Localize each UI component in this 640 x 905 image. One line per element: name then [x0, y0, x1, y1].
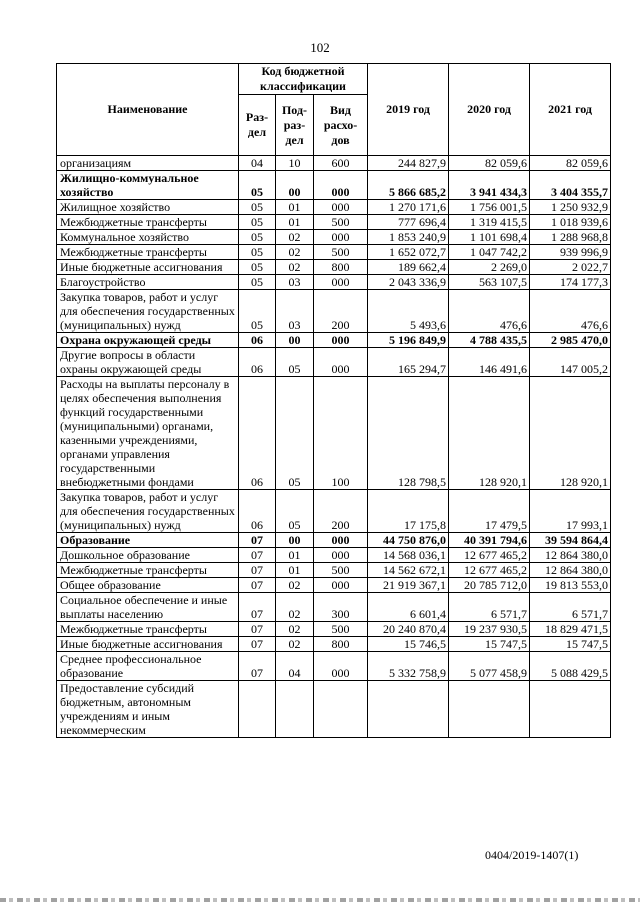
header-2019: 2019 год: [368, 64, 449, 156]
row-value-2019: 20 240 870,4: [368, 622, 449, 637]
table-row: [57, 533, 611, 548]
table-row: [57, 563, 611, 578]
row-podrazdel: 01: [276, 548, 314, 563]
row-value-2019: 189 662,4: [368, 260, 449, 275]
row-value-2021: 82 059,6: [530, 156, 611, 171]
row-vid: 100: [314, 377, 368, 490]
row-name: Социальное обеспечение и иные выплаты населению: [57, 593, 239, 622]
row-podrazdel: 04: [276, 652, 314, 681]
row-vid: 000: [314, 200, 368, 215]
row-value-2019: 777 696,4: [368, 215, 449, 230]
row-value-2020: 12 677 465,2: [449, 563, 530, 578]
row-name: Жилищное хозяйство: [57, 200, 239, 215]
row-value-2021: 2 985 470,0: [530, 333, 611, 348]
row-value-2020: 5 077 458,9: [449, 652, 530, 681]
row-razdel: 05: [239, 200, 276, 215]
row-podrazdel: 03: [276, 275, 314, 290]
row-name: Закупка товаров, работ и услуг для обеспечения государственных (муниципальных) нужд: [57, 290, 239, 333]
row-value-2019: 5 493,6: [368, 290, 449, 333]
row-name: Межбюджетные трансферты: [57, 215, 239, 230]
row-name: Охрана окружающей среды: [57, 333, 239, 348]
row-podrazdel: 01: [276, 563, 314, 578]
row-podrazdel: 02: [276, 578, 314, 593]
table-row: [57, 245, 611, 260]
row-value-2021: 12 864 380,0: [530, 563, 611, 578]
row-value-2020: 40 391 794,6: [449, 533, 530, 548]
row-value-2019: 165 294,7: [368, 348, 449, 377]
row-value-2020: 476,6: [449, 290, 530, 333]
row-value-2019: 5 196 849,9: [368, 333, 449, 348]
row-podrazdel: 00: [276, 171, 314, 200]
row-podrazdel: 02: [276, 622, 314, 637]
row-value-2021: 147 005,2: [530, 348, 611, 377]
row-name: Предоставление субсидий бюджетным, автономным учреждениям и иным некоммерческим: [57, 681, 239, 738]
row-vid: 200: [314, 290, 368, 333]
row-value-2019: 5 866 685,2: [368, 171, 449, 200]
row-vid: 000: [314, 230, 368, 245]
row-value-2019: 2 043 336,9: [368, 275, 449, 290]
table-row: [57, 622, 611, 637]
row-value-2019: 1 853 240,9: [368, 230, 449, 245]
row-value-2019: 14 568 036,1: [368, 548, 449, 563]
row-vid: 000: [314, 652, 368, 681]
row-podrazdel: 02: [276, 260, 314, 275]
header-podrazdel: Под-раз-дел: [276, 95, 314, 156]
row-value-2020: 1 319 415,5: [449, 215, 530, 230]
row-value-2020: 4 788 435,5: [449, 333, 530, 348]
row-value-2021: 5 088 429,5: [530, 652, 611, 681]
row-value-2021: 17 993,1: [530, 490, 611, 533]
table-row: [57, 230, 611, 245]
row-name: Общее образование: [57, 578, 239, 593]
row-value-2021: 939 996,9: [530, 245, 611, 260]
row-name: Расходы на выплаты персоналу в целях обеспечения выполнения функций государственными (муниципальными) органами, казенными учреждениями, органами управления государственными внебюджетными фондами: [57, 377, 239, 490]
row-name: Образование: [57, 533, 239, 548]
row-podrazdel: 00: [276, 333, 314, 348]
table-row: [57, 215, 611, 230]
row-razdel: 06: [239, 377, 276, 490]
row-value-2020: 128 920,1: [449, 377, 530, 490]
row-name: Межбюджетные трансферты: [57, 622, 239, 637]
row-razdel: 07: [239, 622, 276, 637]
row-name: Межбюджетные трансферты: [57, 563, 239, 578]
row-value-2020: 17 479,5: [449, 490, 530, 533]
table-row: [57, 348, 611, 377]
row-value-2020: 3 941 434,3: [449, 171, 530, 200]
row-value-2020: 563 107,5: [449, 275, 530, 290]
row-razdel: 07: [239, 637, 276, 652]
row-razdel: 05: [239, 215, 276, 230]
row-podrazdel: 02: [276, 245, 314, 260]
table-row: [57, 377, 611, 490]
header-name: Наименование: [57, 64, 239, 156]
row-value-2019: 14 562 672,1: [368, 563, 449, 578]
row-name: Среднее профессиональное образование: [57, 652, 239, 681]
row-podrazdel: 02: [276, 230, 314, 245]
row-name: Жилищно-коммунальное хозяйство: [57, 171, 239, 200]
row-name: Благоустройство: [57, 275, 239, 290]
row-razdel: 07: [239, 548, 276, 563]
row-name: Межбюджетные трансферты: [57, 245, 239, 260]
row-value-2020: 20 785 712,0: [449, 578, 530, 593]
row-value-2019: 1 652 072,7: [368, 245, 449, 260]
row-value-2020: 1 101 698,4: [449, 230, 530, 245]
row-razdel: 05: [239, 171, 276, 200]
row-razdel: 06: [239, 333, 276, 348]
header-2021: 2021 год: [530, 64, 611, 156]
row-vid: 800: [314, 637, 368, 652]
row-value-2020: 82 059,6: [449, 156, 530, 171]
row-value-2019: 21 919 367,1: [368, 578, 449, 593]
row-razdel: 07: [239, 578, 276, 593]
row-value-2021: 128 920,1: [530, 377, 611, 490]
table-row: [57, 333, 611, 348]
row-razdel: 06: [239, 490, 276, 533]
row-razdel: 07: [239, 652, 276, 681]
row-podrazdel: [276, 681, 314, 738]
row-name: Иные бюджетные ассигнования: [57, 260, 239, 275]
row-vid: 000: [314, 548, 368, 563]
row-razdel: 07: [239, 593, 276, 622]
row-podrazdel: 01: [276, 215, 314, 230]
row-razdel: 05: [239, 290, 276, 333]
row-value-2019: [368, 681, 449, 738]
row-vid: 000: [314, 333, 368, 348]
row-value-2020: 1 756 001,5: [449, 200, 530, 215]
row-podrazdel: 00: [276, 533, 314, 548]
row-value-2020: 1 047 742,2: [449, 245, 530, 260]
row-vid: 000: [314, 171, 368, 200]
row-vid: 500: [314, 215, 368, 230]
row-podrazdel: 01: [276, 200, 314, 215]
row-podrazdel: 02: [276, 593, 314, 622]
row-razdel: 06: [239, 348, 276, 377]
scan-edge-artifact: [0, 898, 640, 902]
row-vid: 000: [314, 275, 368, 290]
row-value-2020: [449, 681, 530, 738]
row-value-2020: 146 491,6: [449, 348, 530, 377]
table-row: [57, 681, 611, 738]
row-value-2019: 5 332 758,9: [368, 652, 449, 681]
row-podrazdel: 05: [276, 490, 314, 533]
row-value-2021: 18 829 471,5: [530, 622, 611, 637]
row-podrazdel: 03: [276, 290, 314, 333]
row-podrazdel: 05: [276, 348, 314, 377]
page-number: 102: [310, 40, 330, 55]
row-value-2019: 17 175,8: [368, 490, 449, 533]
header-2020: 2020 год: [449, 64, 530, 156]
row-vid: 000: [314, 348, 368, 377]
row-razdel: 07: [239, 533, 276, 548]
row-razdel: 05: [239, 245, 276, 260]
row-podrazdel: 05: [276, 377, 314, 490]
row-value-2019: 244 827,9: [368, 156, 449, 171]
row-vid: 200: [314, 490, 368, 533]
row-vid: 600: [314, 156, 368, 171]
table-row: [57, 290, 611, 333]
row-razdel: [239, 681, 276, 738]
row-value-2021: 174 177,3: [530, 275, 611, 290]
row-value-2021: 2 022,7: [530, 260, 611, 275]
table-row: [57, 200, 611, 215]
row-value-2019: 128 798,5: [368, 377, 449, 490]
row-value-2020: 12 677 465,2: [449, 548, 530, 563]
row-value-2021: 1 288 968,8: [530, 230, 611, 245]
row-value-2021: 3 404 355,7: [530, 171, 611, 200]
document-code: 0404/2019-1407(1): [485, 848, 579, 862]
row-vid: 300: [314, 593, 368, 622]
header-vid: Вид расхо-дов: [314, 95, 368, 156]
row-value-2021: 39 594 864,4: [530, 533, 611, 548]
budget-table: [56, 63, 611, 738]
table-row: [57, 652, 611, 681]
table-row: [57, 548, 611, 563]
row-value-2020: 2 269,0: [449, 260, 530, 275]
row-value-2020: 15 747,5: [449, 637, 530, 652]
table-row: [57, 593, 611, 622]
table-row: [57, 171, 611, 200]
table-row: [57, 156, 611, 171]
header-razdel: Раз-дел: [239, 95, 276, 156]
row-razdel: 05: [239, 230, 276, 245]
row-value-2019: 44 750 876,0: [368, 533, 449, 548]
row-podrazdel: 10: [276, 156, 314, 171]
row-value-2021: 15 747,5: [530, 637, 611, 652]
row-razdel: 04: [239, 156, 276, 171]
row-value-2019: 6 601,4: [368, 593, 449, 622]
row-value-2019: 1 270 171,6: [368, 200, 449, 215]
row-vid: [314, 681, 368, 738]
table-row: [57, 275, 611, 290]
table-row: [57, 578, 611, 593]
row-razdel: 05: [239, 260, 276, 275]
row-value-2021: 476,6: [530, 290, 611, 333]
row-value-2021: 1 250 932,9: [530, 200, 611, 215]
row-value-2021: 12 864 380,0: [530, 548, 611, 563]
row-name: Коммунальное хозяйство: [57, 230, 239, 245]
row-name: Закупка товаров, работ и услуг для обеспечения государственных (муниципальных) нужд: [57, 490, 239, 533]
row-value-2019: 15 746,5: [368, 637, 449, 652]
row-vid: 500: [314, 563, 368, 578]
row-vid: 500: [314, 622, 368, 637]
row-value-2021: 1 018 939,6: [530, 215, 611, 230]
row-podrazdel: 02: [276, 637, 314, 652]
row-value-2021: 19 813 553,0: [530, 578, 611, 593]
row-razdel: 05: [239, 275, 276, 290]
row-name: Другие вопросы в области охраны окружающей среды: [57, 348, 239, 377]
header-code-group: Код бюджетной классификации: [239, 64, 368, 95]
table-body: [57, 156, 611, 738]
row-vid: 800: [314, 260, 368, 275]
row-name: организациям: [57, 156, 239, 171]
row-razdel: 07: [239, 563, 276, 578]
table-row: [57, 260, 611, 275]
table-row: [57, 490, 611, 533]
row-value-2020: 6 571,7: [449, 593, 530, 622]
row-name: Иные бюджетные ассигнования: [57, 637, 239, 652]
row-value-2020: 19 237 930,5: [449, 622, 530, 637]
table-row: [57, 637, 611, 652]
row-vid: 000: [314, 578, 368, 593]
row-value-2021: [530, 681, 611, 738]
row-vid: 500: [314, 245, 368, 260]
row-value-2021: 6 571,7: [530, 593, 611, 622]
row-vid: 000: [314, 533, 368, 548]
row-name: Дошкольное образование: [57, 548, 239, 563]
